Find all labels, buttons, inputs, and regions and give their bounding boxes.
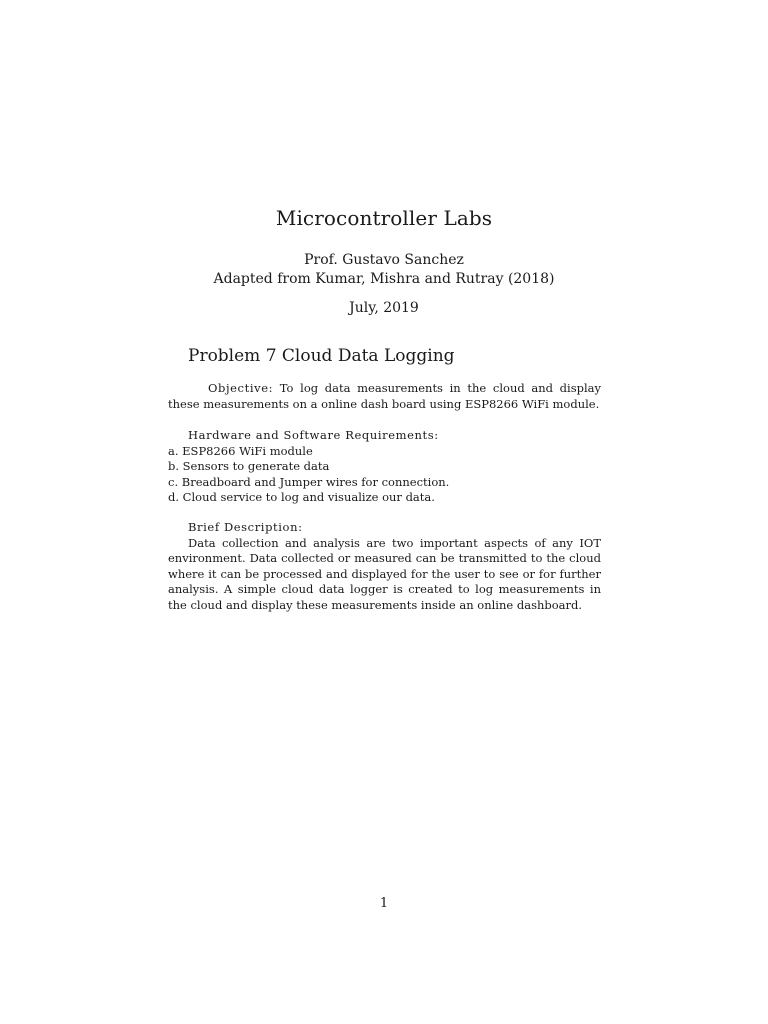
- document-date: July, 2019: [349, 300, 419, 316]
- requirement-item: c. Breadboard and Jumper wires for connection.: [168, 474, 450, 489]
- requirement-item: b. Sensors to generate data: [168, 459, 330, 473]
- adaptation-note: Adapted from Kumar, Mishra and Rutray (2018): [213, 271, 555, 287]
- description-text: Data collection and analysis are two important aspects of any IOT environment. Data collected or measured can be transmitted to the cloud where it can be processed and displayed for the user to see or for further analysis. A simple cloud data logger is created to log measurements in the cloud and display these measurements inside an online dashboard.: [168, 535, 601, 612]
- page-number: 1: [379, 896, 389, 911]
- author-block: [0, 251, 768, 289]
- requirement-item: d. Cloud service to log and visualize our data.: [168, 490, 435, 504]
- objective-paragraph: [168, 381, 601, 412]
- document-title: Microcontroller Labs: [275, 206, 493, 230]
- requirements-block: [168, 428, 601, 506]
- description-block: [168, 520, 601, 613]
- author-name: Prof. Gustavo Sanchez: [304, 252, 464, 268]
- objective-label: Objective:: [208, 381, 274, 395]
- requirement-item: a. ESP8266 WiFi module: [168, 443, 313, 458]
- requirements-label: Hardware and Software Requirements:: [188, 428, 439, 442]
- description-label: Brief Description:: [188, 520, 303, 534]
- objective-text: To log data measurements in the cloud and display these measurements on a online dash board using ESP8266 WiFi module.: [168, 381, 602, 411]
- section-heading: Problem 7 Cloud Data Logging: [188, 346, 455, 366]
